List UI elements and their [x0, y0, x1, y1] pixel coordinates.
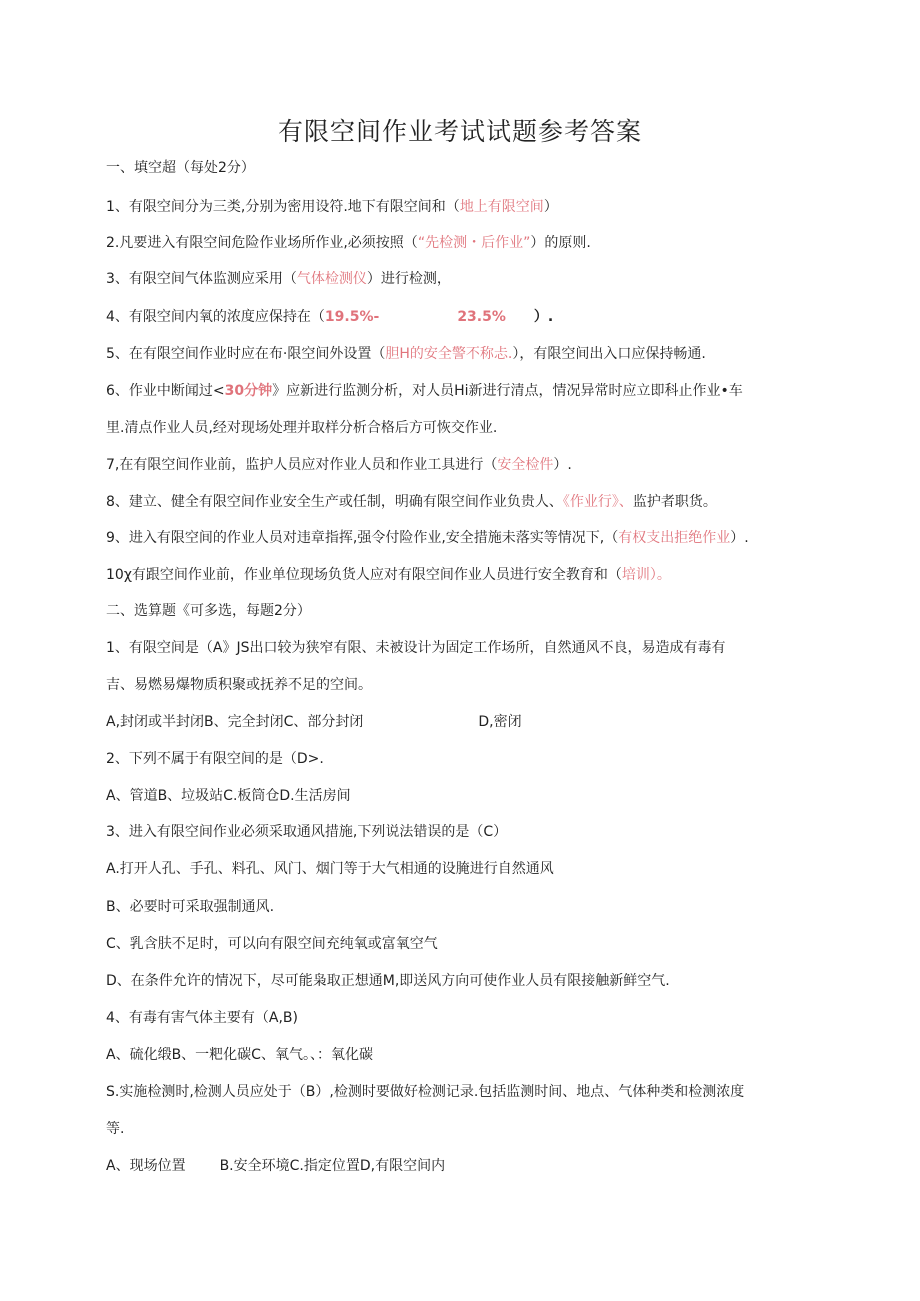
- choice-options-4: A、硫化缎B、一粑化碳C、氧气。、：氧化碳: [106, 1047, 373, 1063]
- choice-option-3d: D、在条件允许的情况下，尽可能枭取正想通M,即送风方向可使作业人员有限接触新鲜空气.: [106, 973, 670, 989]
- question-2: 2.凡要进入有限空间危险作业场所作业,必须按照（“先检测・后作业”）的原则.: [106, 235, 591, 251]
- question-6: 6、作业中断闻过<30分钟》应新进行监测分析，对人员Hi新进行清点，情况异常时应立即科止作业•车: [106, 383, 743, 399]
- choice-options-1: A,封闭或半封闭B、完全封闭C、部分封闭 D,密闭: [106, 714, 522, 730]
- section-heading-choice: 二、选算题《可多选，每题2分）: [106, 603, 311, 619]
- choice-question-4: 4、有毒有害气体主要有（A,B): [106, 1010, 299, 1026]
- answer-text: 19.5%-: [324, 309, 380, 325]
- answer-text: 地上有限空间: [459, 199, 544, 215]
- answer-text: 《作业行》、: [562, 494, 633, 510]
- answer-text: 安全检件: [497, 457, 554, 473]
- question-3: 3、有限空间气体监测应采用（气体检测仪）进行检测，: [106, 271, 451, 287]
- question-10: 10χ有跟空间作业前，作业单位现场负货人应对有限空间作业人员进行安全教育和（培训）。: [106, 567, 671, 583]
- choice-option-3c: C、乳含肤不足时，可以向有限空间充纯氧或富氧空气: [106, 936, 438, 952]
- question-7: 7,在有限空间作业前，监护人员应对作业人员和作业工具进行（安全检件）.: [106, 457, 572, 473]
- question-4: 4、有限空间内氧的浓度应保持在（19.5%- 23.5% ）.: [106, 309, 554, 325]
- page-title: 有限空间作业考试试题参考答案: [277, 117, 642, 146]
- choice-option-3b: B、必要时可采取强制通风.: [106, 899, 275, 915]
- answer-text: “先检测・后作业”: [417, 235, 531, 251]
- choice-question-5: S.实施检测时,检测人员应处于（B）,检测时要做好检测记录.包括监测时间、地点、气体种类和检测浓度: [106, 1084, 745, 1100]
- question-5: 5、在有限空间作业时应在布·限空间外设置（胆H的安全警不称忐.），有限空间出入口应保持畅通.: [106, 346, 706, 362]
- question-1: 1、有限空间分为三类,分别为密用设符.地下有限空间和（地上有限空间）: [106, 199, 558, 215]
- question-8: 8、建立、健全有限空间作业安全生产或任制，明确有限空间作业负贵人、《作业行》、监护者职货。: [106, 494, 717, 510]
- choice-question-3: 3、进入有限空间作业必须采取通风措施,下列说法错误的是（C）: [106, 824, 508, 840]
- choice-option-3a: A.打开人孔、手孔、料孔、风门、烟门等于大气相通的设腌进行自然通风: [106, 861, 554, 877]
- answer-text: 30分钟: [224, 383, 273, 399]
- answer-text: 有权支出拒绝作业: [618, 530, 731, 546]
- choice-question-2: 2、下列不属于有限空间的是（D>.: [106, 751, 324, 767]
- answer-text: 23.5%: [457, 309, 506, 325]
- question-6-continued: 里.清点作业人员,经对现场处理并取样分析合格后方可恢交作业.: [106, 420, 498, 436]
- choice-question-1: 1、有限空间是（A》JS出口较为狭窄有限、未被设计为固定工作场所，自然通风不良，易造成有毒有: [106, 640, 726, 656]
- question-9: 9、进入有限空间的作业人员对违章指挥,强令付险作业,安全措施未落实等情况下,（有权支出拒绝作业）.: [106, 530, 749, 546]
- choice-options-5: A、现场位置 B.安全环境C.指定位置D,有限空间内: [106, 1158, 446, 1174]
- choice-question-5-continued: 等.: [106, 1121, 125, 1137]
- answer-text: 培训）。: [621, 567, 671, 583]
- answer-text: 气体检测仪: [296, 271, 367, 287]
- choice-options-2: A、管道B、垃圾站C.板筒仓D.生活房间: [106, 788, 351, 804]
- choice-question-1-continued: 吉、易燃易爆物质积聚或抚养不足的空间。: [106, 677, 372, 693]
- section-heading-fill-blank: 一、填空超（每处2分）: [106, 160, 255, 176]
- answer-text: 胆H的安全警不称忐.: [385, 346, 513, 362]
